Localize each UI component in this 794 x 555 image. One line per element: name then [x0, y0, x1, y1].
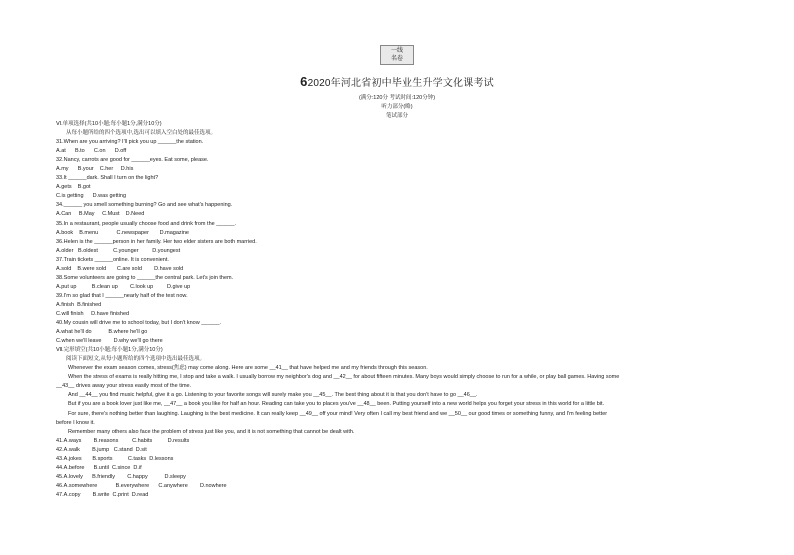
text-line: 从每小题所给的四个选项中,选出可以填入空白处的最佳选项。: [66, 130, 217, 137]
text-line: 41.A.ways B.reasons C.habits D.results: [56, 437, 190, 444]
text-line: A.my B.your C.her D.his: [56, 166, 134, 173]
text-line: A.older B.oldest C.younger D.youngest: [56, 247, 181, 254]
text-line: 32.Nancy, carrots are good for ______eyes. Eat some, please.: [56, 157, 209, 164]
stamp-line-1: 一线: [390, 48, 403, 54]
page-title: [0, 74, 794, 89]
title-text: 2020年河北省初中毕业生升学文化课考试: [307, 78, 494, 89]
stamp-line-2: 名卷: [390, 56, 403, 62]
text-line: 37.Train tickets ______online. It is convenient.: [56, 256, 169, 263]
text-line: A.what he'll do B.where he'll go: [56, 329, 148, 336]
text-line: 阅读下面短文,从每小题所给的四个选项中选出最佳选项。: [66, 356, 206, 363]
text-line: A.Can B.May C.Must D.Need: [56, 211, 145, 218]
text-line: C.is getting D.was getting: [56, 193, 127, 200]
text-line: Ⅶ.完形填空(共10小题;每小题1分,满分10分): [56, 347, 163, 354]
text-line: 40.My cousin will drive me to school today, but I don't know ______.: [56, 320, 222, 327]
text-line: 31.When are you arriving? I'll pick you up ______the station.: [56, 139, 204, 146]
text-line: 35.In a restaurant, people usually choose food and drink from the ______.: [56, 220, 237, 227]
exam-content: [56, 120, 736, 500]
text-line: But if you are a book lover just like me, __47__ a book you like for half an hour. Reading can take you to places you've __48__ been. Putting yourself into a new world helps you forget your stress in this world for a little bit.: [68, 401, 605, 408]
text-line: A.at B.to C.on D.off: [56, 148, 127, 155]
text-line: C.when we'll leave D.why we'll go there: [56, 338, 163, 345]
text-line: 46.A.somewhere B.everywhere C.anywhere D.nowhere: [56, 482, 227, 489]
text-line: C.will finish D.have finished: [56, 310, 130, 317]
exam-stamp-badge: [380, 45, 414, 65]
text-line: 45.A.lovely B.friendly C.happy D.sleepy: [56, 473, 186, 480]
text-line: 42.A.walk B.jump C.stand D.sit: [56, 446, 147, 453]
text-line: __43__ drives away your stress easily most of the time.: [56, 383, 192, 390]
text-line: A.book B.menu C.newspaper D.magazine: [56, 229, 189, 236]
text-line: 33.It ______dark. Shall I turn on the light?: [56, 175, 159, 182]
text-line: When the stress of exams is really hitting me, I stop and take a walk. I usually borrow my neighbor's dog and __42__ for about fifteen minutes. Many boys would simply choose to run for a while, or play ball games. Having some: [68, 374, 620, 381]
text-line: Remember many others also face the problem of stress just like you, and it is not something that cannot be dealt with.: [68, 428, 355, 435]
text-line: A.put up B.clean up C.look up D.give up: [56, 283, 191, 290]
text-line: And __44__ you find music helpful, give it a go. Listening to your favorite songs will surely make you __45__. The best thing about it is that you don't have to go __46__.: [68, 392, 478, 399]
text-line: A.gets B.got: [56, 184, 91, 191]
text-line: 47.A.copy B.write C.print D.read: [56, 491, 149, 498]
text-line: 43.A.jokes B.sports C.tasks D.lessons: [56, 455, 174, 462]
text-line: 38.Some volunteers are going to ______the central park. Let's join them.: [56, 274, 234, 281]
text-line: Ⅵ.单项选择(共10小题;每小题1分,满分10分): [56, 121, 162, 127]
text-line: 36.Helen is the ______person in her family. Her two elder sisters are both married.: [56, 238, 257, 245]
text-line: 44.A.before B.until C.since D.if: [56, 464, 142, 471]
written-section-label: 笔试部分: [385, 113, 408, 119]
text-line: 39.I'm so glad that I ______nearly half of the test now.: [56, 292, 188, 299]
text-line: A.finish B.finished: [56, 301, 102, 308]
title-number: 6: [300, 74, 308, 89]
text-line: A.sold B.were sold C.are sold D.have sold: [56, 265, 184, 272]
text-line: before I know it.: [56, 419, 95, 426]
exam-info: (满分:120分 考试时间:120分钟): [358, 95, 436, 101]
text-line: For sure, there's nothing better than laughing. Laughing is the best medicine. It can really keep __49__ off your mind! Very often I call my best friend and we __50__ our good times or something funny, and I'm feeling better: [68, 410, 608, 417]
text-line: 34.______ you smell something burning? Go and see what's happening.: [56, 202, 233, 209]
listening-section-label: 听力部分(略): [381, 104, 413, 110]
text-line: Whenever the exam season comes, stress(焦虑) may come along. Here are some __41__ that have helped me and my friends through this season.: [68, 365, 428, 372]
